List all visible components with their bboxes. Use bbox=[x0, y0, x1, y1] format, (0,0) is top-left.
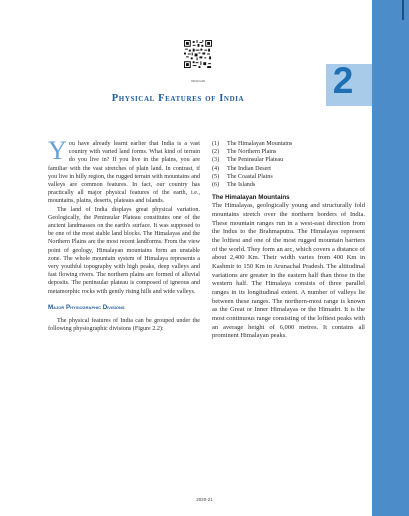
drop-cap: Y bbox=[48, 136, 67, 165]
qr-code-icon[interactable] bbox=[184, 40, 212, 68]
page-footer: 2020-21 bbox=[196, 497, 213, 502]
band-marker bbox=[402, 0, 404, 20]
intro-paragraph-2: The land of India displays great physical variation. Geologically, the Peninsular Plateau constitutes one of the ancient landmasses on the earth's surface. It was supposed to be one of the most stable land blocks. The Himalayas and the Northern Plains are the most recent landforms. From the view point of geology, Himalayan mountains form an unstable zone. The whole mountain system of Himalaya represents a very youthful topography with high peaks, deep valleys and fast flowing rivers. The northern plains are formed of alluvial deposits. The peninsular plateau is composed of igneous and metamorphic rocks with gently rising hills and wide valleys. bbox=[48, 206, 200, 295]
chapter-number: 2 bbox=[332, 60, 354, 101]
list-item: (4) The Indian Desert bbox=[212, 165, 271, 172]
list-item: (6) The Islands bbox=[212, 182, 256, 189]
divisions-list bbox=[212, 140, 365, 189]
himalaya-text: The Himalayas, geologically young and structurally fold mountains stretch over the northern borders of India. These mountain ranges run in a west-east direction from the Indus to the Brahmaputra. The Himalayas represent the loftiest and one of the most rugged mountain barriers of the world. They form an arc, which covers a distance of about 2,400 Km. Their width varies from 400 Km in Kashmir to 150 Km in Arunachal Pradesh. The altitudinal variations are greater in the eastern half than those in the western half. The Himalaya consists of three parallel ranges in its longitudinal extent. A number of valleys lie between these ranges. The northern-most range is known as the Great or Inner Himalayas or the Himadri. It is the most continuous range consisting of the loftiest peaks with an average height of 6,000 metres. It contains all prominent Himalayan peaks. bbox=[212, 202, 365, 340]
side-color-band bbox=[372, 0, 409, 516]
qr-caption: 0364CH02 bbox=[190, 79, 206, 83]
watermark: © bbox=[144, 228, 175, 258]
section-heading: Major Physiographic Divisions bbox=[48, 303, 125, 311]
section-text: The physical features of India can be grouped under the following physiographic divisions (Figure 2.2): bbox=[48, 318, 200, 333]
intro-paragraph-1: You have already learnt earlier that India is a vast country with varied land forms. What kind of terrain do you live in? If you live in the plains, you are familiar with the vast stretches of plain land. In contrast, if you live in hilly region, the rugged terrain with mountains and valleys are common features. In fact, our country has practically all major physical features of the earth, i.e., mountains, plains, deserts, plateaus and islands. bbox=[48, 136, 200, 205]
chapter-title: Physical Features of India bbox=[111, 93, 245, 104]
left-column bbox=[48, 136, 200, 333]
himalaya-heading: The Himalayan Mountains bbox=[212, 194, 290, 202]
right-column bbox=[212, 140, 365, 341]
list-item: (5) The Coastal Plains bbox=[212, 173, 273, 180]
list-item: (2) The Northern Plains bbox=[212, 149, 277, 156]
list-item: (3) The Peninsular Plateau bbox=[212, 157, 284, 164]
list-item: (1) The Himalayan Mountains bbox=[212, 141, 293, 147]
